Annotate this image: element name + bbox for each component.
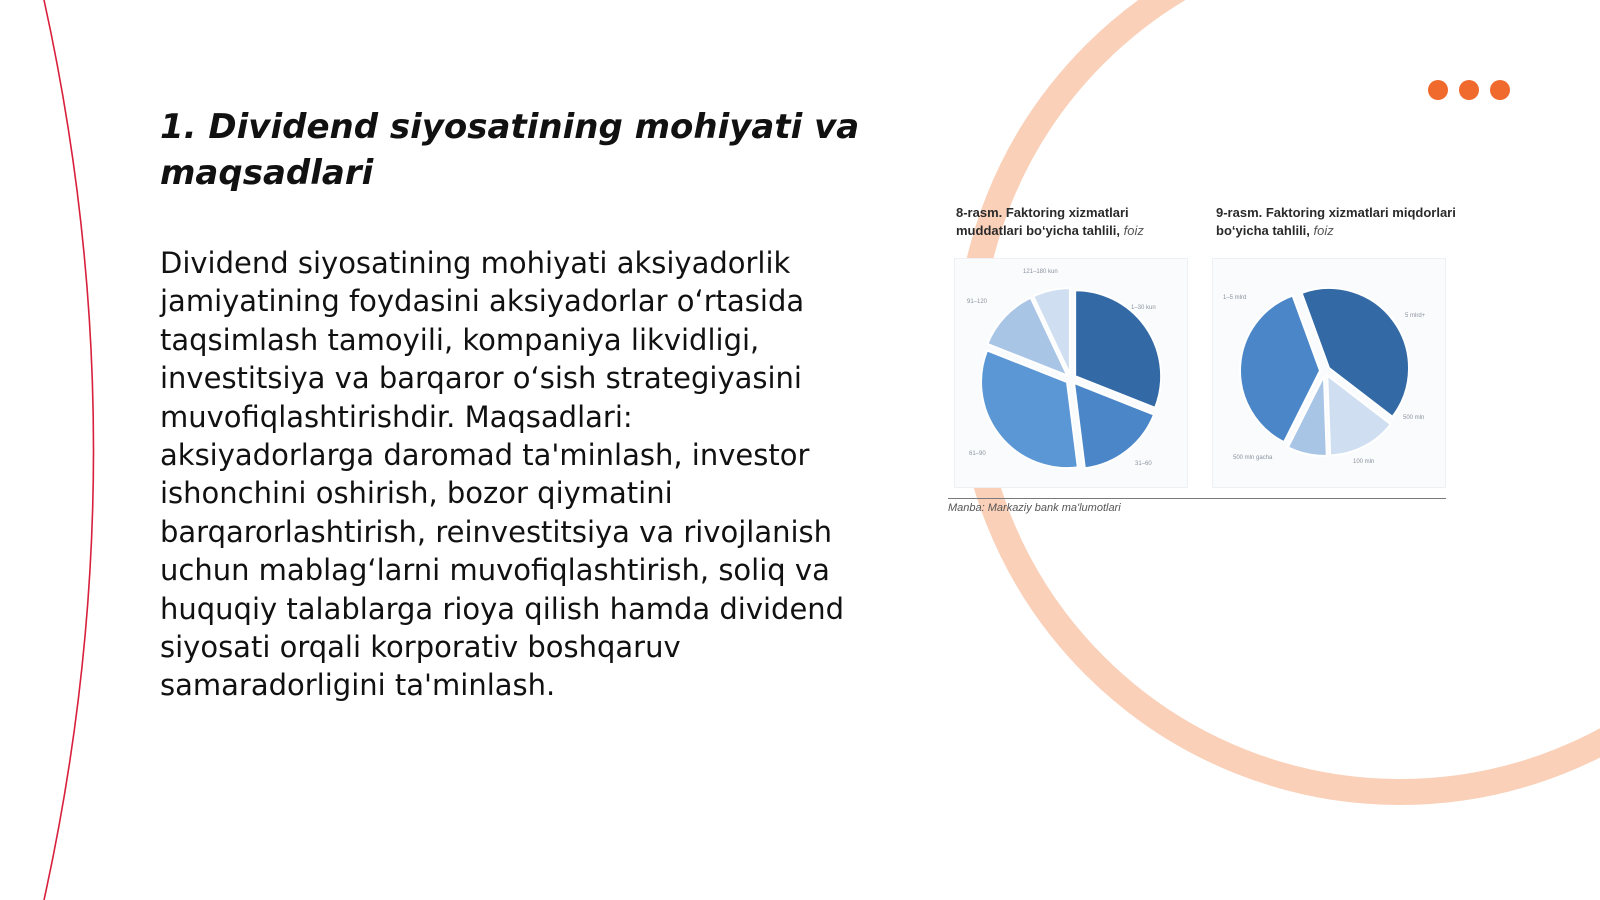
svg-text:91–120: 91–120: [967, 299, 988, 305]
chart8-unit: foiz: [1123, 223, 1144, 238]
svg-text:121–180 kun: 121–180 kun: [1023, 269, 1058, 275]
left-curve-line: [44, 0, 94, 900]
pie-panel-8: [954, 258, 1188, 488]
dot-icon: [1490, 80, 1510, 100]
chart8-title: [956, 204, 1196, 240]
dot-icon: [1459, 80, 1479, 100]
dot-icon: [1428, 80, 1448, 100]
figure-divider: [948, 498, 1446, 499]
chart9-title-text: 9-rasm. Faktoring xizmatlari miqdorlari bo‘yicha tahlili,: [1216, 205, 1456, 238]
svg-text:61–90: 61–90: [969, 451, 986, 457]
svg-text:100 mln: 100 mln: [1353, 459, 1375, 465]
svg-text:31–60: 31–60: [1135, 461, 1152, 467]
chart9-unit: foiz: [1313, 223, 1334, 238]
svg-text:1–30 kun: 1–30 kun: [1131, 305, 1156, 311]
pie-chart-8: [955, 259, 1187, 487]
slide-body-text: Dividend siyosatining mohiyati aksiyadorlik jamiyatining foydasini aksiyadorlar o‘rtasida taqsimlash tamoyili, kompaniya likvidligi, investitsiya va barqaror o‘sish strategiyasini muvofiqlashtirishdir. Maqsadlari: aksiyadorlarga daromad ta'minlash, investor ishonchini oshirish, bozor qiymatini barqarorlashtirish, reinvestitsiya va rivojlanish uchun mablag‘larni muvofiqlashtirish, soliq va huquqiy talablarga rioya qilish hamda dividend siyosati orqali korporativ boshqaruv samaradorligini ta'minlash.: [160, 246, 845, 703]
chart8-title-text: 8-rasm. Faktoring xizmatlari muddatlari bo‘yicha tahlili,: [956, 205, 1129, 238]
pie-chart-9: [1213, 259, 1445, 487]
svg-text:500 mln gacha: 500 mln gacha: [1233, 455, 1273, 461]
svg-text:5 mlrd+: 5 mlrd+: [1405, 313, 1426, 319]
slide-title: 1. Dividend siyosatining mohiyati va maqsadlari: [160, 107, 860, 193]
pie-panel-9: [1212, 258, 1446, 488]
svg-text:500 mln: 500 mln: [1403, 415, 1425, 421]
factoring-charts-figure: [948, 200, 1456, 520]
svg-text:1–5 mlrd: 1–5 mlrd: [1223, 295, 1247, 301]
chart9-title: [1216, 204, 1456, 240]
figure-source: Manba: Markaziy bank ma'lumotlari: [948, 502, 1121, 514]
